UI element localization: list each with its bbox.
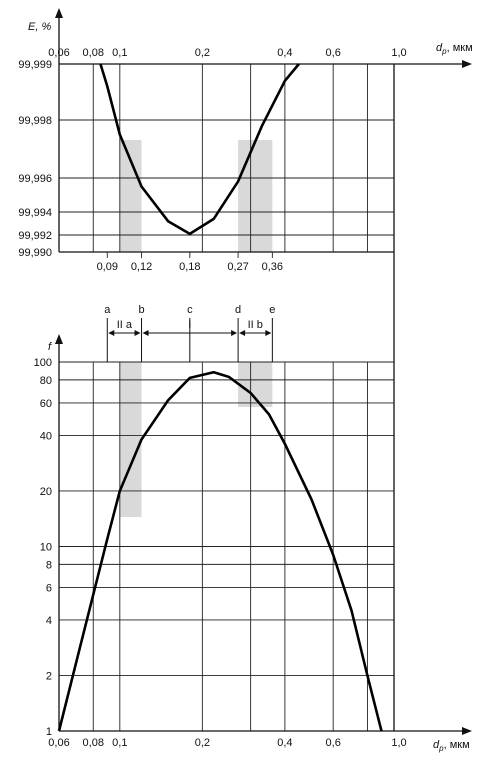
- top-bottom-value-labels: [97, 252, 283, 273]
- range-marker-label-d: d: [235, 304, 242, 316]
- top-chart: [18, 8, 472, 362]
- top-bottom-label-1: 0,12: [130, 261, 153, 273]
- bottom-ytick-label-2: 4: [45, 614, 52, 627]
- range-label-0: II a: [116, 319, 133, 331]
- top-xtick-label-0: 0,06: [48, 47, 70, 59]
- range-arrow-left-1: [143, 330, 149, 336]
- bottom-xtick-label-6: 1,0: [391, 737, 407, 749]
- top-xtick-label-6: 1,0: [391, 47, 407, 59]
- bottom-ylabel: f: [48, 341, 52, 353]
- bottom-ytick-label-0: 1: [45, 726, 52, 738]
- top-x-arrow: [462, 60, 472, 68]
- top-ytick-label-5: 99,999: [18, 59, 52, 71]
- top-bottom-label-4: 0,36: [261, 261, 284, 273]
- top-ytick-label-0: 99,990: [18, 247, 52, 259]
- top-tick-labels: [18, 47, 406, 259]
- range-marker-label-b: b: [138, 304, 145, 316]
- range-arrow-left-0: [108, 330, 114, 336]
- top-xtick-label-2: 0,1: [112, 47, 128, 59]
- top-xtick-label-4: 0,4: [277, 47, 293, 59]
- bottom-chart: [34, 304, 472, 753]
- bottom-ytick-label-7: 40: [39, 430, 52, 443]
- top-ylabel: E, %: [28, 21, 52, 33]
- top-bottom-label-0: 0,09: [96, 261, 118, 273]
- range-markers: [104, 304, 275, 362]
- bottom-ytick-label-6: 20: [39, 485, 52, 498]
- range-label-1: I: [188, 319, 192, 331]
- bottom-x-arrow: [462, 727, 472, 735]
- bottom-xlabel: $d_p$, мкм: [433, 739, 470, 753]
- range-arrow-left-2: [239, 330, 245, 336]
- bottom-xtick-label-2: 0,1: [112, 737, 128, 749]
- bottom-ytick-label-9: 80: [39, 374, 52, 387]
- range-arrow-right-1: [231, 330, 237, 336]
- bottom-ytick-label-1: 2: [45, 670, 52, 683]
- bottom-ytick-label-4: 8: [45, 559, 52, 572]
- top-y-arrow: [55, 8, 63, 18]
- top-bottom-label-2: 0,18: [179, 261, 201, 273]
- bottom-tick-labels: [34, 357, 407, 749]
- bottom-xtick-label-0: 0,06: [48, 737, 70, 749]
- bottom-ytick-label-3: 6: [45, 582, 52, 595]
- range-label-2: II b: [247, 319, 263, 331]
- top-xtick-label-3: 0,2: [194, 47, 211, 59]
- top-ytick-label-4: 99,998: [18, 115, 52, 127]
- bottom-shaded-band-0: [120, 362, 142, 517]
- top-ytick-label-2: 99,994: [18, 207, 52, 219]
- bottom-ytick-label-5: 10: [39, 541, 52, 554]
- range-arrow-right-2: [265, 330, 271, 336]
- range-arrow-right-0: [135, 330, 141, 336]
- range-marker-label-a: a: [104, 304, 111, 316]
- bottom-ytick-label-8: 60: [39, 397, 52, 410]
- bottom-xtick-label-5: 0,6: [325, 737, 341, 749]
- range-marker-label-c: c: [187, 304, 193, 316]
- top-ytick-label-1: 99,992: [18, 230, 52, 242]
- top-bottom-label-3: 0,27: [227, 261, 249, 273]
- bottom-ytick-label-10: 100: [33, 357, 52, 369]
- range-marker-label-e: e: [269, 304, 276, 316]
- top-xtick-label-5: 0,6: [325, 47, 341, 59]
- top-xlabel: $d_p$, мкм: [436, 42, 473, 56]
- top-xtick-label-1: 0,08: [82, 47, 104, 59]
- bottom-xtick-label-1: 0,08: [82, 737, 104, 749]
- bottom-xtick-label-4: 0,4: [277, 737, 293, 749]
- bottom-y-arrow: [55, 334, 63, 344]
- bottom-xtick-label-3: 0,2: [194, 737, 211, 749]
- top-ytick-label-3: 99,996: [18, 173, 52, 185]
